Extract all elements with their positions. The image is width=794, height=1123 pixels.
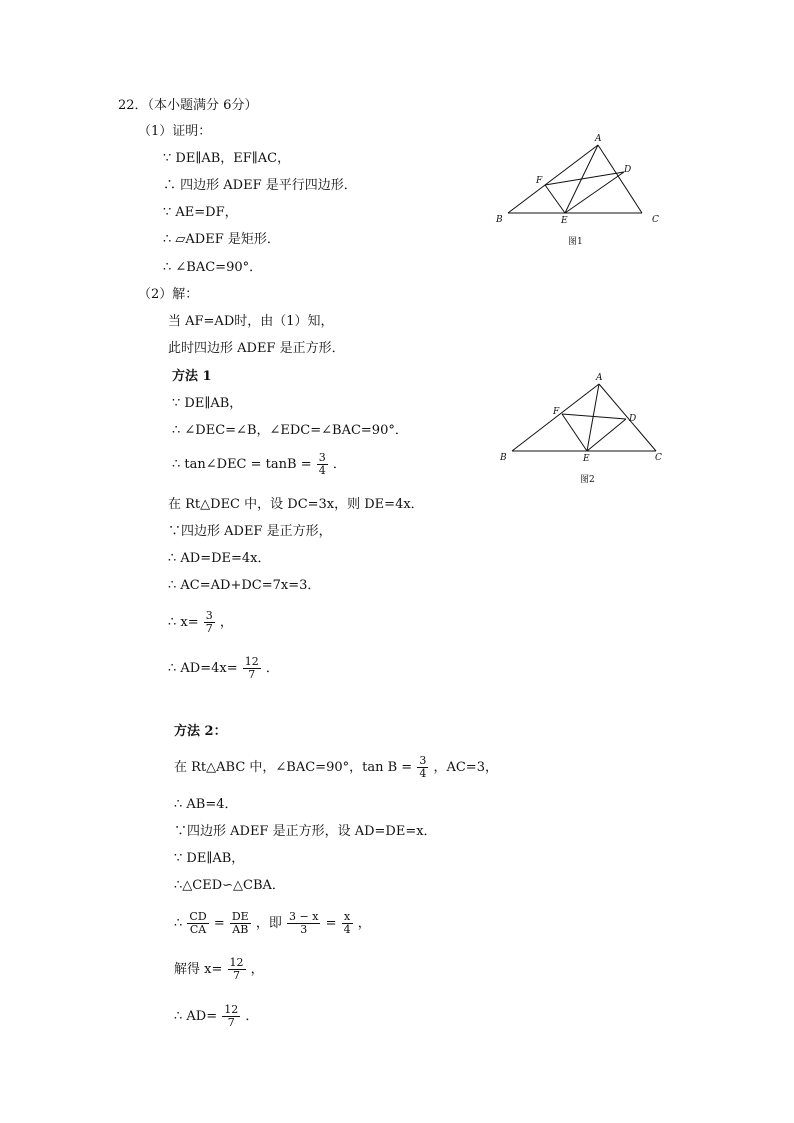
label-a: A [595, 134, 602, 144]
fraction-12-7 [228, 957, 246, 982]
method2-title: 方法 2： [174, 724, 227, 739]
m2-l7-pre: 解得 x= [174, 962, 223, 977]
frac-den: 3 [300, 923, 308, 936]
frac-num: 3 [205, 609, 213, 622]
method2-line-5: ∴△CED∽△CBA． [174, 878, 285, 893]
method1-line-8 [168, 608, 233, 638]
fraction-3-4 [317, 452, 328, 477]
method2-line-2: ∴ AB=4． [174, 797, 238, 812]
fraction-3-7 [204, 610, 215, 635]
m2-l6-pre: ∴ [174, 916, 183, 931]
frac-num: 12 [229, 956, 244, 969]
m2-l1-pre: 在 Rt△ABC 中，∠BAC=90°，tan B = [174, 760, 413, 775]
frac-num: 12 [224, 1003, 239, 1016]
method1-line-3 [172, 450, 346, 480]
proof-line-3: ∵ AE=DF， [163, 205, 238, 220]
segment-ed [565, 172, 624, 213]
frac-num: 12 [244, 655, 259, 668]
label-d: D [629, 414, 637, 424]
figure-2-caption: 图2 [580, 475, 595, 485]
problem-header: 22．（本小题满分 6分） [118, 98, 258, 113]
segment-ae [587, 384, 599, 451]
figure-2 [492, 368, 672, 488]
method1-line-9 [168, 654, 279, 684]
frac-den: 4 [343, 923, 351, 936]
label-d: D [624, 165, 632, 175]
fraction-x-4 [342, 911, 353, 936]
m2-l6-post: ， [357, 916, 371, 931]
method1-line-4: 在 Rt△DEC 中，设 DC=3x，则 DE=4x． [168, 497, 424, 512]
fraction-cd-ca [187, 911, 208, 936]
proof-line-2: ∴ 四边形 ADEF 是平行四边形． [163, 178, 357, 193]
method1-line-5: ∵四边形 ADEF 是正方形， [168, 524, 332, 539]
label-e: E [561, 216, 568, 226]
figure-1-svg [492, 130, 672, 250]
m2-l6-eq: = [213, 916, 225, 931]
method1-line-7: ∴ AC=AD+DC=7x=3． [168, 578, 321, 593]
fraction-12-7 [243, 656, 261, 681]
part2-line-2: 此时四边形 ADEF 是正方形． [168, 341, 345, 356]
m1-l8-pre: ∴ x= [168, 615, 199, 630]
figure-1-caption: 图1 [568, 237, 583, 247]
segment-fe [545, 185, 565, 213]
method1-title: 方法 1 [172, 369, 212, 384]
figure-2-svg [492, 368, 672, 488]
label-e: E [583, 454, 590, 464]
frac-den: 4 [318, 464, 326, 477]
fraction-3-4 [417, 755, 428, 780]
proof-line-5: ∴ ∠BAC=90°． [163, 260, 263, 275]
fraction-3mx-3 [287, 911, 320, 936]
m1-l3-post: ． [332, 457, 346, 472]
label-c: C [655, 453, 662, 463]
fraction-de-ab [230, 911, 251, 936]
frac-num: 3 [318, 451, 326, 464]
m2-l7-post: ， [250, 962, 264, 977]
label-f: F [536, 176, 543, 186]
m1-l3-pre: ∴ tan∠DEC = tanB = [172, 457, 312, 472]
m1-l9-post: ． [265, 661, 279, 676]
m2-l1-post: ，AC=3， [433, 760, 498, 775]
label-f: F [553, 407, 560, 417]
proof-line-4: ∴ ▱ADEF 是矩形． [163, 232, 280, 247]
m1-l8-post: ， [219, 615, 233, 630]
m2-l8-post: ． [245, 1009, 259, 1024]
method2-line-7 [174, 955, 264, 985]
segment-ac [598, 145, 642, 213]
label-a: A [596, 373, 603, 383]
frac-den: 7 [205, 622, 213, 635]
part1-label: （1）证明： [138, 124, 212, 139]
m1-l9-pre: ∴ AD=4x= [168, 661, 238, 676]
segment-fe [562, 414, 587, 451]
method1-line-1: ∵ DE∥AB， [172, 396, 243, 411]
frac-num: CD [189, 910, 207, 923]
method2-line-8 [174, 1002, 258, 1032]
frac-den: 4 [419, 767, 427, 780]
fraction-12-7 [222, 1004, 240, 1029]
part2-label: （2）解： [138, 287, 199, 302]
part2-line-1: 当 AF=AD时，由（1）知， [168, 314, 334, 329]
m2-l6-eq2: = [325, 916, 337, 931]
method2-line-6 [174, 908, 371, 940]
method2-line-4: ∵ DE∥AB， [174, 851, 245, 866]
frac-num: 3 [419, 754, 427, 767]
frac-den: 7 [233, 969, 240, 982]
label-b: B [500, 453, 507, 463]
method2-line-1 [174, 753, 498, 783]
segment-ab [512, 384, 599, 451]
m2-l6-mid: ，即 [255, 916, 282, 931]
label-b: B [496, 215, 503, 225]
proof-line-1: ∵ DE∥AB，EF∥AC， [163, 151, 291, 166]
frac-den: 7 [248, 668, 256, 681]
figure-1 [492, 130, 672, 250]
method1-line-2: ∴ ∠DEC=∠B，∠EDC=∠BAC=90°． [172, 423, 408, 438]
frac-num: x [342, 911, 353, 924]
m2-l8-pre: ∴ AD= [174, 1009, 218, 1024]
frac-num: DE [231, 910, 249, 923]
segment-ed [587, 419, 626, 451]
label-c: C [652, 215, 659, 225]
frac-den: AB [232, 923, 249, 936]
method2-line-3: ∵四边形 ADEF 是正方形，设 AD=DE=x． [174, 824, 437, 839]
frac-den: 7 [227, 1016, 235, 1029]
frac-num: 3 − x [289, 910, 319, 923]
frac-den: CA [189, 923, 207, 936]
method1-line-6: ∴ AD=DE=4x． [168, 551, 271, 566]
